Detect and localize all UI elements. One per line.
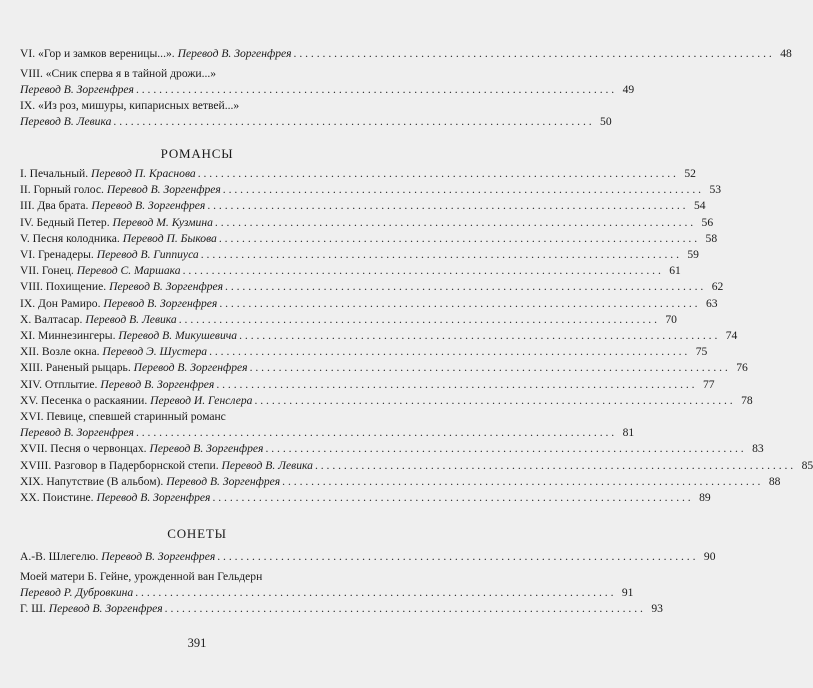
toc-entry-sonnet-2-line2 [20, 585, 634, 601]
entry-translator: Перевод В. Зоргенфрея [149, 442, 264, 456]
toc-entry-romance-11 [20, 328, 738, 344]
entry-translator: Перевод В. Зоргенфрея [109, 280, 224, 294]
entry-translator: Перевод В. Гиппиуса [96, 248, 199, 261]
leader-dots [215, 215, 693, 231]
entry-translator: Перевод В. Зоргенфрея [133, 361, 248, 375]
entry-page: 85 [801, 458, 813, 472]
entry-page: 58 [705, 231, 718, 245]
entry-title: VI. «Гор и замков вереницы...». [20, 47, 175, 60]
entry-page: 61 [669, 264, 681, 278]
toc-entry-romance-7 [20, 263, 681, 279]
leader-dots [212, 490, 690, 506]
leader-dots [216, 377, 694, 393]
leader-dots [282, 474, 760, 490]
entry-page: 50 [600, 115, 612, 128]
leader-dots [219, 296, 697, 312]
entry-translator: Перевод В. Зоргенфрея [103, 296, 218, 310]
entry-translator: Перевод В. Левика [85, 312, 177, 326]
entry-title: XVI. Певице, спевшей старинный романс [20, 410, 226, 423]
entry-translator: Перевод В. Зоргенфрея [106, 183, 221, 197]
entry-page: 54 [693, 199, 706, 213]
entry-title: XV. Песенка о раскаянии. [20, 393, 148, 407]
entry-title: VIII. «Сник сперва я в тайной дрожи...» [20, 67, 217, 80]
entry-page: 56 [701, 215, 714, 229]
entry-translator: Перевод В. Зоргенфрея [177, 47, 292, 60]
leader-dots [113, 114, 591, 130]
leader-dots [198, 166, 676, 182]
entry-page: 78 [741, 393, 753, 407]
leader-dots [223, 182, 701, 198]
entry-title: VII. Гонец. [20, 264, 74, 278]
entry-page: 77 [702, 377, 715, 391]
entry-translator: Перевод Р. Дубровкина [20, 586, 134, 599]
entry-title: XII. Возле окна. [20, 345, 100, 359]
section-heading-sonnets: СОНЕТЫ [167, 526, 227, 541]
entry-translator: Перевод М. Кузмина [112, 215, 213, 229]
entry-page: 89 [699, 491, 711, 504]
toc-entry-romance-3 [20, 198, 706, 214]
toc-page [20, 0, 813, 688]
entry-title: XVII. Песня о червонцах. [20, 442, 147, 456]
toc-entry-sonnet-2-line1 [20, 569, 374, 585]
entry-page: 59 [687, 248, 699, 261]
leader-dots [136, 425, 614, 441]
entry-title: А.-В. Шлегелю. [20, 550, 99, 563]
toc-entry-sonnet-3 [20, 601, 663, 617]
entry-title: XVIII. Разговор в Падерборнской степи. [20, 458, 219, 472]
entry-title: III. Два брата. [20, 199, 89, 213]
entry-page: 75 [695, 345, 708, 359]
toc-entry-romance-16-line2 [20, 425, 635, 441]
toc-entry-top-vi [20, 46, 792, 62]
entry-translator: Перевод В. Зоргенфрея [20, 426, 134, 440]
toc-entry-romance-4 [20, 215, 714, 231]
leader-dots [183, 263, 661, 279]
entry-title: VI. Гренадеры. [20, 248, 94, 261]
entry-title: IX. Дон Рамиро. [20, 296, 101, 310]
leader-dots [217, 549, 695, 565]
leader-dots [165, 601, 643, 617]
leader-dots [219, 231, 697, 247]
entry-page: 63 [705, 296, 718, 310]
leader-dots [201, 247, 679, 263]
entry-title: XIV. Отплытие. [20, 377, 98, 391]
entry-page: 74 [725, 329, 738, 342]
leader-dots [225, 279, 703, 295]
entry-page: 48 [780, 47, 792, 60]
entry-title: II. Горный голос. [20, 183, 104, 197]
entry-translator: Перевод В. Зоргенфрея [20, 83, 134, 96]
toc-entry-sonnet-1 [20, 549, 716, 565]
leader-dots [179, 312, 657, 328]
entry-translator: Перевод В. Зоргенфрея [100, 377, 215, 391]
section-heading-romances: РОМАНСЫ [160, 146, 234, 161]
entry-page: 81 [622, 426, 635, 440]
entry-title: Г. Ш. [20, 602, 46, 615]
entry-page: 90 [703, 550, 716, 563]
entry-page: 49 [622, 83, 635, 96]
entry-translator: Перевод В. Левика [20, 115, 112, 128]
entry-page: 91 [621, 586, 634, 599]
toc-entry-top-ix-line2 [20, 114, 612, 130]
toc-entry-romance-18 [20, 458, 813, 474]
entry-page: 52 [684, 167, 696, 180]
entry-title: XI. Миннезингеры. [20, 329, 116, 342]
entry-translator: Перевод В. Микушевича [118, 329, 238, 342]
toc-entry-romance-5 [20, 231, 718, 247]
toc-entry-top-viii-line1 [20, 66, 374, 82]
toc-entry-romance-9 [20, 296, 718, 312]
entry-translator: Перевод В. Зоргенфрея [48, 602, 163, 615]
toc-entry-romance-13 [20, 360, 748, 376]
entry-title: IX. «Из роз, мишуры, кипарисных ветвей...» [20, 99, 240, 112]
entry-page: 62 [711, 280, 724, 294]
leader-dots [207, 198, 685, 214]
entry-translator: Перевод В. Зоргенфрея [91, 199, 206, 213]
entry-page: 88 [768, 474, 781, 488]
entry-translator: Перевод И. Генслера [150, 393, 253, 407]
entry-translator: Перевод С. Маршака [76, 264, 181, 278]
entry-page: 53 [709, 183, 722, 197]
entry-title: VIII. Похищение. [20, 280, 107, 294]
leader-dots [265, 441, 743, 457]
toc-entry-romance-8 [20, 279, 724, 295]
toc-entry-romance-19 [20, 474, 781, 490]
leader-dots [250, 360, 728, 376]
entry-translator: Перевод Э. Шустера [102, 345, 208, 359]
leader-dots [315, 458, 793, 474]
toc-entry-romance-16-line1 [20, 409, 374, 425]
leader-dots [254, 393, 732, 409]
entry-translator: Перевод В. Зоргенфрея [96, 491, 211, 504]
entry-page: 83 [752, 442, 764, 456]
toc-entry-romance-2 [20, 182, 722, 198]
leader-dots [209, 344, 687, 360]
entry-translator: Перевод П. Быкова [122, 231, 217, 245]
entry-translator: Перевод В. Зоргенфрея [166, 474, 281, 488]
toc-entry-romance-1 [20, 166, 696, 182]
entry-translator: Перевод В. Зоргенфрея [101, 550, 216, 563]
page-number: 391 [187, 636, 207, 650]
entry-title: IV. Бедный Петер. [20, 215, 110, 229]
entry-title: Моей матери Б. Гейне, урожденной ван Гельдерн [20, 570, 263, 583]
entry-title: V. Песня колодника. [20, 231, 120, 245]
toc-entry-romance-14 [20, 377, 715, 393]
entry-page: 70 [665, 312, 677, 326]
leader-dots [136, 82, 614, 98]
toc-entry-romance-20 [20, 490, 711, 506]
entry-page: 93 [651, 602, 663, 615]
entry-title: XIX. Напутствие (В альбом). [20, 474, 164, 488]
toc-entry-top-viii-line2 [20, 82, 635, 98]
entry-translator: Перевод П. Краснова [91, 167, 196, 180]
toc-entry-romance-15 [20, 393, 753, 409]
entry-title: I. Печальный. [20, 167, 89, 180]
toc-entry-romance-17 [20, 441, 764, 457]
leader-dots [294, 46, 772, 62]
toc-entry-romance-12 [20, 344, 708, 360]
entry-page: 76 [736, 361, 748, 375]
entry-translator: Перевод В. Левика [221, 458, 313, 472]
leader-dots [135, 585, 613, 601]
toc-entry-top-ix-line1 [20, 98, 374, 114]
toc-entry-romance-6 [20, 247, 699, 263]
entry-title: X. Валтасар. [20, 312, 83, 326]
entry-title: XX. Поистине. [20, 491, 94, 504]
entry-title: XIII. Раненый рыцарь. [20, 361, 131, 375]
leader-dots [239, 328, 717, 344]
toc-entry-romance-10 [20, 312, 677, 328]
